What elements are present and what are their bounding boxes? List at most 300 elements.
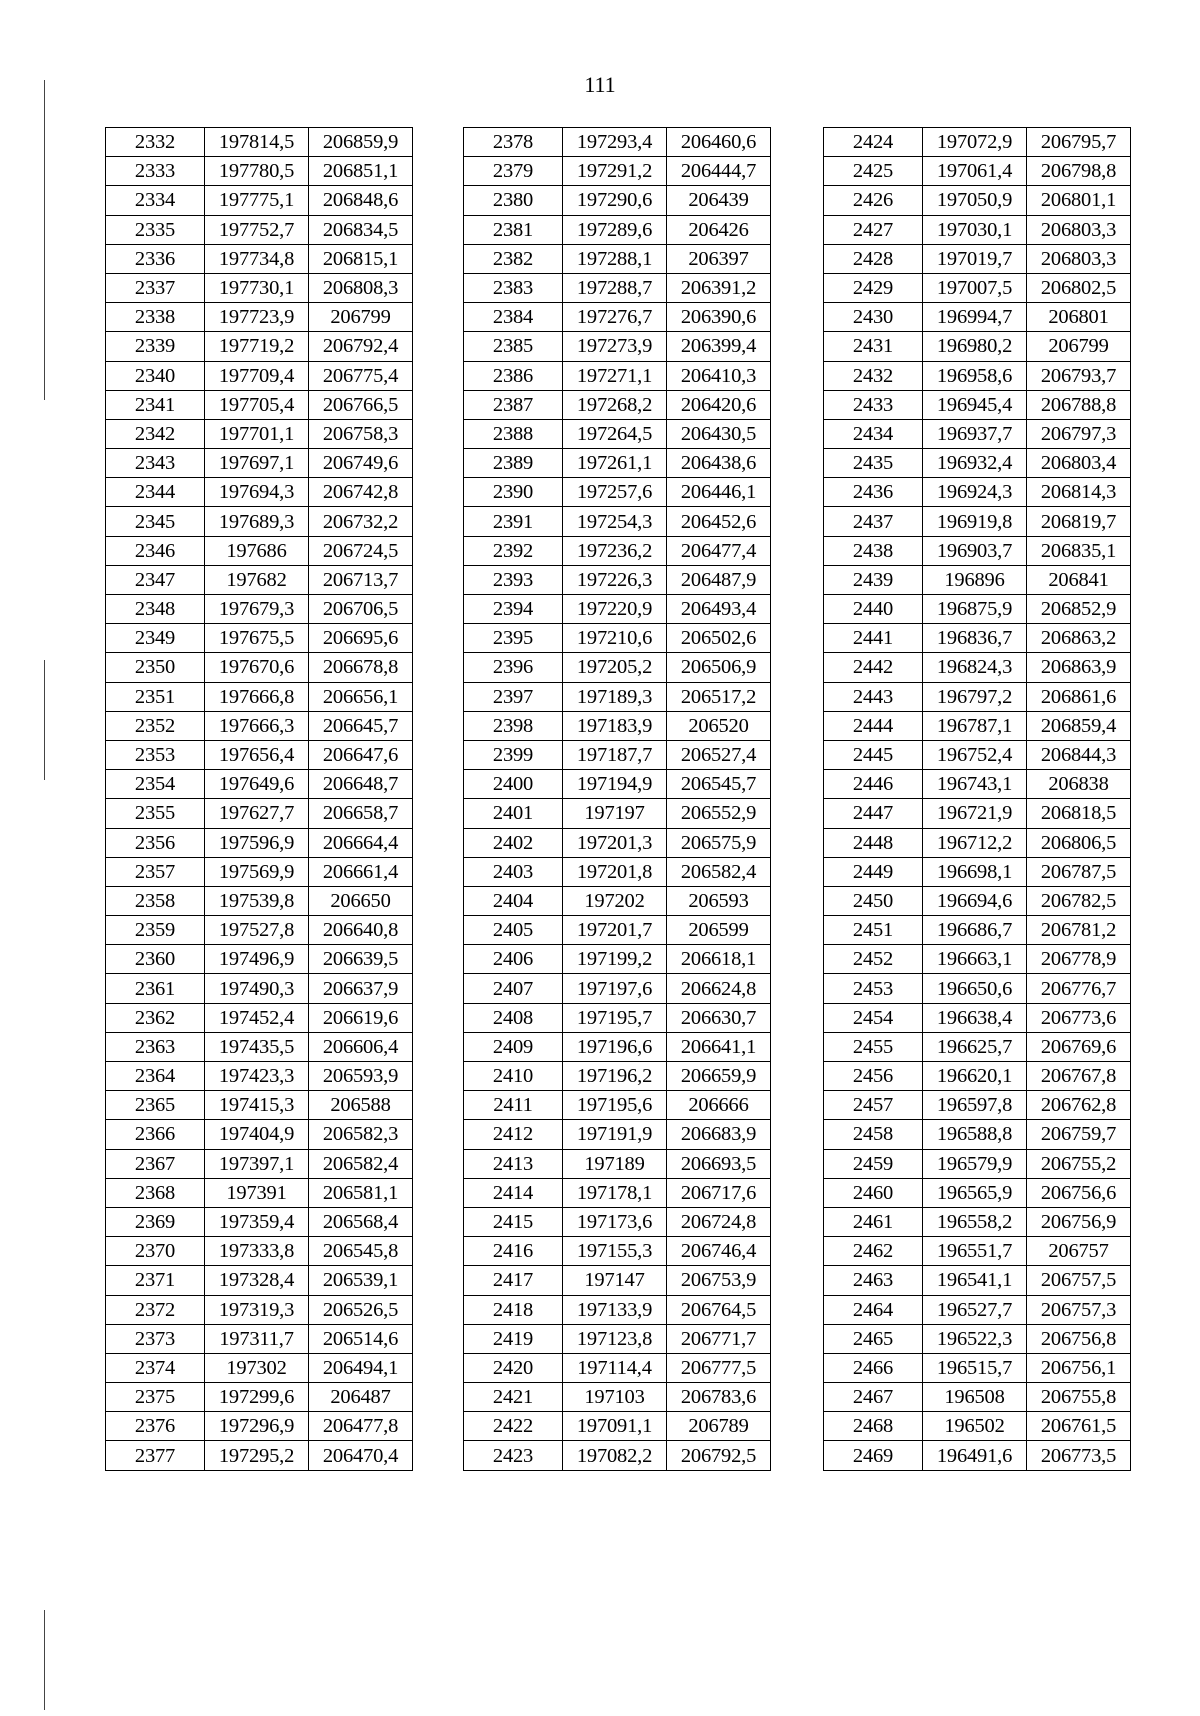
coordinate-x-cell: 197423,3 <box>205 1062 309 1091</box>
coordinate-x-cell: 197391 <box>205 1178 309 1207</box>
point-number-cell: 2383 <box>464 273 563 302</box>
point-number-cell: 2466 <box>824 1353 923 1382</box>
point-number-cell: 2402 <box>464 828 563 857</box>
coordinate-x-cell: 197404,9 <box>205 1120 309 1149</box>
point-number-cell: 2337 <box>106 273 205 302</box>
coordinate-y-cell: 206438,6 <box>667 449 771 478</box>
table-row <box>106 419 413 448</box>
coordinate-x-cell: 196515,7 <box>923 1353 1027 1382</box>
table-row <box>464 1149 771 1178</box>
coordinate-x-cell: 197197 <box>563 799 667 828</box>
table-row <box>464 507 771 536</box>
coordinate-x-cell: 197293,4 <box>563 128 667 157</box>
coordinate-y-cell: 206756,8 <box>1027 1324 1131 1353</box>
coordinate-x-cell: 197679,3 <box>205 595 309 624</box>
coordinate-x-cell: 197273,9 <box>563 332 667 361</box>
coordinate-y-cell: 206606,4 <box>309 1032 413 1061</box>
coordinate-x-cell: 197030,1 <box>923 215 1027 244</box>
coordinate-y-cell: 206756,1 <box>1027 1353 1131 1382</box>
point-number-cell: 2396 <box>464 653 563 682</box>
table-row <box>464 1062 771 1091</box>
point-number-cell: 2393 <box>464 565 563 594</box>
coordinate-x-cell: 196980,2 <box>923 332 1027 361</box>
point-number-cell: 2344 <box>106 478 205 507</box>
table-row <box>106 1091 413 1120</box>
coordinate-x-cell: 197114,4 <box>563 1353 667 1382</box>
point-number-cell: 2439 <box>824 565 923 594</box>
table-row <box>106 507 413 536</box>
table-row <box>106 653 413 682</box>
table-row <box>464 1091 771 1120</box>
coordinate-x-cell: 197210,6 <box>563 624 667 653</box>
table-row <box>824 1353 1131 1382</box>
coordinate-x-cell: 196743,1 <box>923 770 1027 799</box>
coordinate-x-cell: 197226,3 <box>563 565 667 594</box>
coordinate-y-cell: 206426 <box>667 215 771 244</box>
coordinate-x-cell: 197752,7 <box>205 215 309 244</box>
coordinate-y-cell: 206758,3 <box>309 419 413 448</box>
point-number-cell: 2363 <box>106 1032 205 1061</box>
coordinate-x-cell: 196937,7 <box>923 419 1027 448</box>
table-row <box>106 945 413 974</box>
point-number-cell: 2340 <box>106 361 205 390</box>
coordinate-x-cell: 197527,8 <box>205 916 309 945</box>
table-row <box>464 1441 771 1470</box>
coordinate-x-cell: 197205,2 <box>563 653 667 682</box>
coordinate-x-cell: 197276,7 <box>563 303 667 332</box>
point-number-cell: 2450 <box>824 886 923 915</box>
table-row <box>106 157 413 186</box>
point-number-cell: 2432 <box>824 361 923 390</box>
table-row <box>824 1207 1131 1236</box>
point-number-cell: 2436 <box>824 478 923 507</box>
point-number-cell: 2339 <box>106 332 205 361</box>
coordinate-x-cell: 197195,7 <box>563 1003 667 1032</box>
coordinate-x-cell: 197656,4 <box>205 740 309 769</box>
coordinate-y-cell: 206798,8 <box>1027 157 1131 186</box>
point-number-cell: 2429 <box>824 273 923 302</box>
table-row <box>106 449 413 478</box>
table-row <box>824 711 1131 740</box>
point-number-cell: 2373 <box>106 1324 205 1353</box>
table-row <box>824 565 1131 594</box>
point-number-cell: 2469 <box>824 1441 923 1470</box>
coordinate-x-cell: 196903,7 <box>923 536 1027 565</box>
point-number-cell: 2388 <box>464 419 563 448</box>
table-row <box>824 974 1131 1003</box>
coordinate-y-cell: 206582,4 <box>667 857 771 886</box>
table-row <box>464 711 771 740</box>
coordinate-x-cell: 197189,3 <box>563 682 667 711</box>
table-row <box>464 273 771 302</box>
table-row <box>824 157 1131 186</box>
point-number-cell: 2370 <box>106 1237 205 1266</box>
coordinate-y-cell: 206724,5 <box>309 536 413 565</box>
table-row <box>824 857 1131 886</box>
point-number-cell: 2404 <box>464 886 563 915</box>
coordinate-x-cell: 197195,6 <box>563 1091 667 1120</box>
coordinate-y-cell: 206661,4 <box>309 857 413 886</box>
table-row <box>106 770 413 799</box>
table-row <box>464 449 771 478</box>
coordinate-y-cell: 206771,7 <box>667 1324 771 1353</box>
coordinate-y-cell: 206693,5 <box>667 1149 771 1178</box>
coordinate-x-cell: 197694,3 <box>205 478 309 507</box>
coordinate-x-cell: 197705,4 <box>205 390 309 419</box>
point-number-cell: 2419 <box>464 1324 563 1353</box>
point-number-cell: 2355 <box>106 799 205 828</box>
coordinate-y-cell: 206769,6 <box>1027 1032 1131 1061</box>
table-row <box>824 303 1131 332</box>
coordinate-y-cell: 206757,3 <box>1027 1295 1131 1324</box>
point-number-cell: 2333 <box>106 157 205 186</box>
point-number-cell: 2395 <box>464 624 563 653</box>
table-row <box>824 945 1131 974</box>
coordinate-y-cell: 206834,5 <box>309 215 413 244</box>
point-number-cell: 2415 <box>464 1207 563 1236</box>
coordinate-x-cell: 197091,1 <box>563 1412 667 1441</box>
coordinate-x-cell: 196919,8 <box>923 507 1027 536</box>
point-number-cell: 2405 <box>464 916 563 945</box>
coordinate-y-cell: 206430,5 <box>667 419 771 448</box>
coordinate-y-cell: 206788,8 <box>1027 390 1131 419</box>
coordinate-x-cell: 197649,6 <box>205 770 309 799</box>
point-number-cell: 2421 <box>464 1383 563 1412</box>
coordinate-x-cell: 197264,5 <box>563 419 667 448</box>
coordinate-y-cell: 206767,8 <box>1027 1062 1131 1091</box>
coordinate-x-cell: 197220,9 <box>563 595 667 624</box>
point-number-cell: 2347 <box>106 565 205 594</box>
table-row <box>464 1412 771 1441</box>
coordinate-x-cell: 196924,3 <box>923 478 1027 507</box>
coordinate-x-cell: 197490,3 <box>205 974 309 1003</box>
coordinate-x-cell: 197019,7 <box>923 244 1027 273</box>
coordinate-x-cell: 197333,8 <box>205 1237 309 1266</box>
point-number-cell: 2379 <box>464 157 563 186</box>
coordinate-table-2 <box>463 127 771 1471</box>
table-row <box>106 565 413 594</box>
coordinate-x-cell: 197709,4 <box>205 361 309 390</box>
table-row <box>106 682 413 711</box>
coordinate-y-cell: 206756,9 <box>1027 1207 1131 1236</box>
coordinate-y-cell: 206514,6 <box>309 1324 413 1353</box>
point-number-cell: 2425 <box>824 157 923 186</box>
point-number-cell: 2358 <box>106 886 205 915</box>
point-number-cell: 2394 <box>464 595 563 624</box>
table-row <box>464 536 771 565</box>
point-number-cell: 2451 <box>824 916 923 945</box>
coordinate-x-cell: 197701,1 <box>205 419 309 448</box>
point-number-cell: 2424 <box>824 128 923 157</box>
point-number-cell: 2408 <box>464 1003 563 1032</box>
point-number-cell: 2389 <box>464 449 563 478</box>
point-number-cell: 2374 <box>106 1353 205 1382</box>
coordinate-x-cell: 197123,8 <box>563 1324 667 1353</box>
table-row <box>824 682 1131 711</box>
coordinate-x-cell: 197196,6 <box>563 1032 667 1061</box>
table-row <box>824 390 1131 419</box>
page-number: 111 <box>584 72 616 97</box>
coordinate-x-cell: 197780,5 <box>205 157 309 186</box>
point-number-cell: 2426 <box>824 186 923 215</box>
point-number-cell: 2463 <box>824 1266 923 1295</box>
coordinate-y-cell: 206757,5 <box>1027 1266 1131 1295</box>
table-row <box>106 740 413 769</box>
coordinate-y-cell: 206766,5 <box>309 390 413 419</box>
coordinate-y-cell: 206520 <box>667 711 771 740</box>
coordinate-x-cell: 197194,9 <box>563 770 667 799</box>
coordinate-x-cell: 197291,2 <box>563 157 667 186</box>
point-number-cell: 2444 <box>824 711 923 740</box>
point-number-cell: 2364 <box>106 1062 205 1091</box>
table-row <box>824 1237 1131 1266</box>
coordinate-y-cell: 206397 <box>667 244 771 273</box>
point-number-cell: 2398 <box>464 711 563 740</box>
coordinate-y-cell: 206859,4 <box>1027 711 1131 740</box>
point-number-cell: 2434 <box>824 419 923 448</box>
coordinate-y-cell: 206545,8 <box>309 1237 413 1266</box>
table-row <box>464 419 771 448</box>
table-row <box>106 478 413 507</box>
table-row <box>106 916 413 945</box>
coordinate-x-cell: 197682 <box>205 565 309 594</box>
point-number-cell: 2354 <box>106 770 205 799</box>
point-number-cell: 2437 <box>824 507 923 536</box>
coordinate-y-cell: 206749,6 <box>309 449 413 478</box>
point-number-cell: 2456 <box>824 1062 923 1091</box>
coordinate-x-cell: 197201,7 <box>563 916 667 945</box>
point-number-cell: 2334 <box>106 186 205 215</box>
coordinate-y-cell: 206439 <box>667 186 771 215</box>
point-number-cell: 2348 <box>106 595 205 624</box>
table-row <box>824 419 1131 448</box>
coordinate-x-cell: 197147 <box>563 1266 667 1295</box>
table-row <box>106 1295 413 1324</box>
table-row <box>824 273 1131 302</box>
point-number-cell: 2462 <box>824 1237 923 1266</box>
coordinate-y-cell: 206593 <box>667 886 771 915</box>
point-number-cell: 2351 <box>106 682 205 711</box>
table-row <box>106 273 413 302</box>
coordinate-y-cell: 206487,9 <box>667 565 771 594</box>
coordinate-y-cell: 206746,4 <box>667 1237 771 1266</box>
table-row <box>824 770 1131 799</box>
coordinate-y-cell: 206599 <box>667 916 771 945</box>
point-number-cell: 2365 <box>106 1091 205 1120</box>
coordinate-x-cell: 196694,6 <box>923 886 1027 915</box>
coordinate-x-cell: 197289,6 <box>563 215 667 244</box>
coordinate-y-cell: 206802,5 <box>1027 273 1131 302</box>
table-row <box>464 128 771 157</box>
table-row <box>106 390 413 419</box>
coordinate-x-cell: 196502 <box>923 1412 1027 1441</box>
coordinate-y-cell: 206527,4 <box>667 740 771 769</box>
table-row <box>464 215 771 244</box>
coordinate-y-cell: 206859,9 <box>309 128 413 157</box>
table-row <box>824 1091 1131 1120</box>
table-row <box>464 157 771 186</box>
coordinate-x-cell: 197288,1 <box>563 244 667 273</box>
coordinate-x-cell: 196712,2 <box>923 828 1027 857</box>
point-number-cell: 2400 <box>464 770 563 799</box>
coordinate-y-cell: 206390,6 <box>667 303 771 332</box>
point-number-cell: 2442 <box>824 653 923 682</box>
table-row <box>464 565 771 594</box>
coordinate-x-cell: 197328,4 <box>205 1266 309 1295</box>
coordinate-y-cell: 206764,5 <box>667 1295 771 1324</box>
point-number-cell: 2467 <box>824 1383 923 1412</box>
coordinate-y-cell: 206648,7 <box>309 770 413 799</box>
point-number-cell: 2346 <box>106 536 205 565</box>
coordinate-x-cell: 197775,1 <box>205 186 309 215</box>
coordinate-y-cell: 206861,6 <box>1027 682 1131 711</box>
coordinate-x-cell: 197496,9 <box>205 945 309 974</box>
point-number-cell: 2417 <box>464 1266 563 1295</box>
coordinate-x-cell: 197199,2 <box>563 945 667 974</box>
coordinate-x-cell: 197569,9 <box>205 857 309 886</box>
coordinate-x-cell: 197311,7 <box>205 1324 309 1353</box>
table-row <box>824 653 1131 682</box>
coordinate-y-cell: 206783,6 <box>667 1383 771 1412</box>
coordinate-table-1 <box>105 127 413 1471</box>
table-row <box>464 186 771 215</box>
table-row <box>824 1266 1131 1295</box>
point-number-cell: 2453 <box>824 974 923 1003</box>
point-number-cell: 2418 <box>464 1295 563 1324</box>
point-number-cell: 2416 <box>464 1237 563 1266</box>
point-number-cell: 2384 <box>464 303 563 332</box>
point-number-cell: 2428 <box>824 244 923 273</box>
coordinate-x-cell: 197183,9 <box>563 711 667 740</box>
coordinate-y-cell: 206732,2 <box>309 507 413 536</box>
coordinate-y-cell: 206666 <box>667 1091 771 1120</box>
coordinate-y-cell: 206444,7 <box>667 157 771 186</box>
coordinate-x-cell: 196491,6 <box>923 1441 1027 1470</box>
coordinate-x-cell: 196721,9 <box>923 799 1027 828</box>
coordinate-x-cell: 197257,6 <box>563 478 667 507</box>
coordinate-y-cell: 206630,7 <box>667 1003 771 1032</box>
coordinate-y-cell: 206581,1 <box>309 1178 413 1207</box>
coordinate-y-cell: 206517,2 <box>667 682 771 711</box>
table-row <box>824 1062 1131 1091</box>
point-number-cell: 2448 <box>824 828 923 857</box>
coordinate-x-cell: 196686,7 <box>923 916 1027 945</box>
coordinate-y-cell: 206756,6 <box>1027 1178 1131 1207</box>
table-row <box>106 974 413 1003</box>
coordinate-x-cell: 196541,1 <box>923 1266 1027 1295</box>
coordinate-x-cell: 196579,9 <box>923 1149 1027 1178</box>
coordinate-y-cell: 206742,8 <box>309 478 413 507</box>
coordinate-y-cell: 206470,4 <box>309 1441 413 1470</box>
point-number-cell: 2440 <box>824 595 923 624</box>
coordinate-y-cell: 206773,6 <box>1027 1003 1131 1032</box>
coordinate-y-cell: 206420,6 <box>667 390 771 419</box>
coordinate-y-cell: 206863,9 <box>1027 653 1131 682</box>
coordinate-x-cell: 197197,6 <box>563 974 667 1003</box>
coordinate-y-cell: 206793,7 <box>1027 361 1131 390</box>
coordinate-x-cell: 197359,4 <box>205 1207 309 1236</box>
table-row <box>106 361 413 390</box>
point-number-cell: 2431 <box>824 332 923 361</box>
coordinate-x-cell: 196588,8 <box>923 1120 1027 1149</box>
point-number-cell: 2435 <box>824 449 923 478</box>
coordinate-x-cell: 197082,2 <box>563 1441 667 1470</box>
coordinate-x-cell: 196896 <box>923 565 1027 594</box>
table-row <box>106 1237 413 1266</box>
point-number-cell: 2430 <box>824 303 923 332</box>
coordinate-x-cell: 196932,4 <box>923 449 1027 478</box>
point-number-cell: 2356 <box>106 828 205 857</box>
coordinate-y-cell: 206582,3 <box>309 1120 413 1149</box>
coordinate-x-cell: 196650,6 <box>923 974 1027 1003</box>
coordinate-y-cell: 206506,9 <box>667 653 771 682</box>
point-number-cell: 2443 <box>824 682 923 711</box>
coordinate-y-cell: 206852,9 <box>1027 595 1131 624</box>
coordinate-x-cell: 196508 <box>923 1383 1027 1412</box>
table-row <box>464 595 771 624</box>
point-number-cell: 2433 <box>824 390 923 419</box>
table-row <box>106 711 413 740</box>
table-row <box>106 828 413 857</box>
table-row <box>464 828 771 857</box>
coordinate-x-cell: 197730,1 <box>205 273 309 302</box>
table-row <box>464 916 771 945</box>
coordinate-x-cell: 197299,6 <box>205 1383 309 1412</box>
coordinate-y-cell: 206446,1 <box>667 478 771 507</box>
coordinate-y-cell: 206568,4 <box>309 1207 413 1236</box>
table-row <box>106 1003 413 1032</box>
coordinate-y-cell: 206762,8 <box>1027 1091 1131 1120</box>
point-number-cell: 2427 <box>824 215 923 244</box>
table-row <box>106 1032 413 1061</box>
coordinate-x-cell: 196875,9 <box>923 595 1027 624</box>
coordinate-x-cell: 197295,2 <box>205 1441 309 1470</box>
point-number-cell: 2341 <box>106 390 205 419</box>
table-row <box>106 1207 413 1236</box>
coordinate-table-3 <box>823 127 1131 1471</box>
point-number-cell: 2385 <box>464 332 563 361</box>
point-number-cell: 2403 <box>464 857 563 886</box>
table-row <box>464 886 771 915</box>
coordinate-y-cell: 206799 <box>1027 332 1131 361</box>
coordinate-x-cell: 196551,7 <box>923 1237 1027 1266</box>
coordinate-y-cell: 206844,3 <box>1027 740 1131 769</box>
point-number-cell: 2381 <box>464 215 563 244</box>
point-number-cell: 2449 <box>824 857 923 886</box>
table-row <box>824 1412 1131 1441</box>
point-number-cell: 2345 <box>106 507 205 536</box>
table-row <box>824 536 1131 565</box>
table-row <box>464 303 771 332</box>
table-row <box>824 1324 1131 1353</box>
point-number-cell: 2407 <box>464 974 563 1003</box>
table-row <box>824 128 1131 157</box>
coordinate-x-cell: 196994,7 <box>923 303 1027 332</box>
coordinate-x-cell: 197675,5 <box>205 624 309 653</box>
table-row <box>106 244 413 273</box>
table-row <box>464 740 771 769</box>
point-number-cell: 2410 <box>464 1062 563 1091</box>
table-row <box>464 1237 771 1266</box>
table-row <box>106 128 413 157</box>
coordinate-y-cell: 206803,4 <box>1027 449 1131 478</box>
coordinate-y-cell: 206552,9 <box>667 799 771 828</box>
table-row <box>464 682 771 711</box>
coordinate-x-cell: 197155,3 <box>563 1237 667 1266</box>
table-row <box>464 332 771 361</box>
point-number-cell: 2350 <box>106 653 205 682</box>
point-number-cell: 2366 <box>106 1120 205 1149</box>
